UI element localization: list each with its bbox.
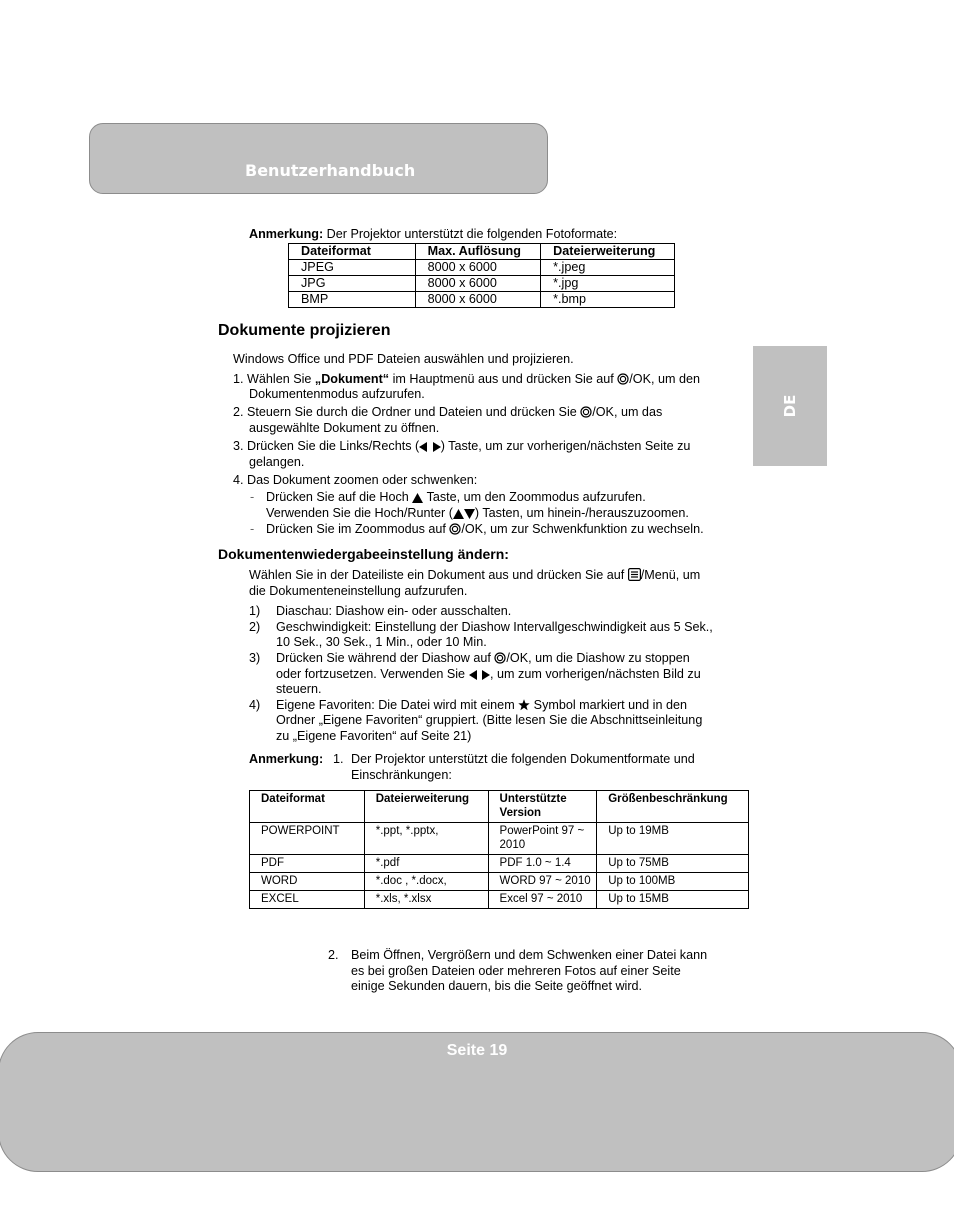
note-number: 2.	[328, 948, 339, 962]
table-row	[250, 823, 749, 855]
header-title: Benutzerhandbuch	[245, 161, 416, 180]
note-text: Beim Öffnen, Vergrößern und dem Schwenken einer Datei kann	[351, 948, 708, 962]
note-label: Anmerkung:	[249, 227, 324, 241]
step-1	[233, 372, 700, 388]
step-text: /Menü, um	[640, 568, 701, 582]
list-item-number: 2)	[249, 620, 261, 634]
step-text: Taste, um den Zoommodus aufzurufen.	[423, 490, 646, 504]
table-cell: POWERPOINT	[250, 823, 365, 855]
step-text: /OK, um zur Schwenkfunktion zu wechseln.	[461, 522, 704, 536]
substep-1	[266, 490, 646, 506]
star-icon	[518, 699, 530, 711]
photo-format-table	[288, 243, 675, 308]
table-cell: BMP	[289, 292, 416, 308]
header-cell: Dateiformat	[289, 244, 416, 260]
ok-button-icon	[449, 523, 461, 535]
ok-button-icon	[580, 406, 592, 418]
table-cell: JPG	[289, 276, 416, 292]
header-cell: Größenbeschränkung	[597, 791, 749, 823]
list-item-number: 4)	[249, 698, 261, 712]
table-cell: *.xls, *.xlsx	[364, 891, 488, 909]
list-item-cont: steuern.	[276, 682, 322, 696]
note-text-cont: Einschränkungen:	[351, 768, 452, 782]
table-cell: WORD	[250, 873, 365, 891]
table-cell: *.doc , *.docx,	[364, 873, 488, 891]
step-3	[233, 439, 690, 455]
step-text: ) Tasten, um hinein-/herauszuzoomen.	[474, 506, 689, 520]
table-cell: Up to 19MB	[597, 823, 749, 855]
table-row	[289, 292, 675, 308]
list-item-number: 1)	[249, 604, 261, 618]
list-item-cont: 10 Sek., 30 Sek., 1 Min., oder 10 Min.	[276, 635, 487, 649]
list-item-number: 3)	[249, 651, 261, 665]
table-cell: *.bmp	[541, 292, 675, 308]
step-2	[233, 405, 662, 421]
ok-button-icon	[494, 652, 506, 664]
step-text: Symbol markiert und in den	[530, 698, 687, 712]
step-1-cont: Dokumentenmodus aufzurufen.	[249, 387, 425, 401]
table-cell: Up to 75MB	[597, 855, 749, 873]
header-cell: Dateiformat	[250, 791, 365, 823]
table-cell: 8000 x 6000	[415, 292, 541, 308]
page-number: Seite 19	[446, 1042, 508, 1059]
table-row	[250, 855, 749, 873]
table-row	[289, 260, 675, 276]
table-cell: Up to 100MB	[597, 873, 749, 891]
list-item-cont: zu „Eigene Favoriten“ auf Seite 21)	[276, 729, 472, 743]
subsection-intro	[249, 568, 700, 584]
table-cell: *.jpeg	[541, 260, 675, 276]
photo-note	[249, 227, 617, 243]
table-cell: *.ppt, *.pptx,	[364, 823, 488, 855]
left-arrow-icon	[419, 442, 428, 452]
step-text: Drücken Sie während der Diashow auf	[276, 651, 495, 665]
table-cell: Excel 97 ~ 2010	[488, 891, 597, 909]
table-row	[289, 276, 675, 292]
up-arrow-icon	[412, 493, 423, 503]
step-text: /OK, um die Diashow zu stoppen	[506, 651, 690, 665]
step-4: 4. Das Dokument zoomen oder schwenken:	[233, 473, 478, 487]
table-cell: PowerPoint 97 ~ 2010	[488, 823, 597, 855]
subsection-intro-cont: die Dokumenteneinstellung aufzurufen.	[249, 584, 468, 598]
ok-button-icon	[617, 373, 629, 385]
table-cell: EXCEL	[250, 891, 365, 909]
right-arrow-icon	[432, 442, 441, 452]
note-text: Der Projektor unterstützt die folgenden Dokumentformate und	[351, 752, 695, 766]
header-cell: Dateierweiterung	[541, 244, 675, 260]
note-number: 1.	[333, 752, 344, 766]
header-banner	[89, 123, 548, 194]
substep-1-cont	[266, 506, 689, 522]
table-cell: Up to 15MB	[597, 891, 749, 909]
list-item	[276, 698, 687, 714]
header-cell: Max. Auflösung	[415, 244, 541, 260]
language-tab	[753, 346, 827, 466]
step-text: 2. Steuern Sie durch die Ordner und Dateien und drücken Sie	[233, 405, 581, 419]
step-text: /OK, um das	[592, 405, 663, 419]
document-format-table	[249, 790, 749, 909]
list-item-cont: Ordner „Eigene Favoriten“ gruppiert. (Bitte lesen Sie die Abschnittseinleitung	[276, 713, 703, 727]
table-header-row	[250, 791, 749, 823]
table-row	[250, 891, 749, 909]
table-cell: *.pdf	[364, 855, 488, 873]
step-text: Drücken Sie im Zoommodus auf	[266, 522, 450, 536]
step-text: , um zum vorherigen/nächsten Bild zu	[490, 667, 701, 681]
table-cell: PDF 1.0 ~ 1.4	[488, 855, 597, 873]
note-label: Anmerkung:	[249, 752, 324, 766]
dash: -	[250, 490, 255, 504]
list-item: Geschwindigkeit: Einstellung der Diashow Intervallgeschwindigkeit aus 5 Sek.,	[276, 620, 713, 634]
step-text: oder fortzusetzen. Verwenden Sie	[276, 667, 469, 681]
step-text: 3. Drücken Sie die Links/Rechts (	[233, 439, 420, 453]
step-text: Wählen Sie in der Dateiliste ein Dokument aus und drücken Sie auf	[249, 568, 628, 582]
step-text: Drücken Sie auf die Hoch	[266, 490, 413, 504]
subsection-title: Dokumentenwiedergabeeinstellung ändern:	[218, 546, 509, 562]
list-item	[276, 651, 690, 667]
dash: -	[250, 522, 255, 536]
substep-2	[266, 522, 704, 538]
language-tab-label: DE	[781, 394, 799, 418]
step-text: Eigene Favoriten: Die Datei wird mit einem	[276, 698, 519, 712]
down-arrow-icon	[464, 509, 475, 519]
step-text: /OK, um den	[629, 372, 700, 386]
list-item-cont	[276, 667, 701, 683]
note-text-cont: es bei großen Dateien oder mehreren Fotos auf einer Seite	[351, 964, 681, 978]
table-cell: WORD 97 ~ 2010	[488, 873, 597, 891]
right-arrow-icon	[481, 670, 490, 680]
step-bold: „Dokument“	[314, 372, 390, 386]
note-text-cont: einige Sekunden dauern, bis die Seite geöffnet wird.	[351, 979, 643, 993]
left-arrow-icon	[469, 670, 478, 680]
section-title: Dokumente projizieren	[218, 322, 391, 339]
section-intro: Windows Office und PDF Dateien auswählen und projizieren.	[233, 352, 574, 366]
header-cell: Unterstützte Version	[488, 791, 597, 823]
header-cell: Dateierweiterung	[364, 791, 488, 823]
step-2-cont: ausgewählte Dokument zu öffnen.	[249, 421, 440, 435]
step-text: 1. Wählen Sie	[233, 372, 315, 386]
table-cell: 8000 x 6000	[415, 260, 541, 276]
list-item: Diaschau: Diashow ein- oder ausschalten.	[276, 604, 512, 618]
table-cell: PDF	[250, 855, 365, 873]
table-header-row	[289, 244, 675, 260]
table-cell: *.jpg	[541, 276, 675, 292]
menu-icon	[628, 568, 641, 581]
table-cell: JPEG	[289, 260, 416, 276]
table-row	[250, 873, 749, 891]
step-text: im Hauptmenü aus und drücken Sie auf	[389, 372, 618, 386]
step-text: Verwenden Sie die Hoch/Runter (	[266, 506, 453, 520]
step-3-cont: gelangen.	[249, 455, 305, 469]
up-arrow-icon	[453, 509, 464, 519]
table-cell: 8000 x 6000	[415, 276, 541, 292]
note-text: Der Projektor unterstützt die folgenden Fotoformate:	[323, 227, 618, 241]
step-text: ) Taste, um zur vorherigen/nächsten Seite zu	[440, 439, 691, 453]
